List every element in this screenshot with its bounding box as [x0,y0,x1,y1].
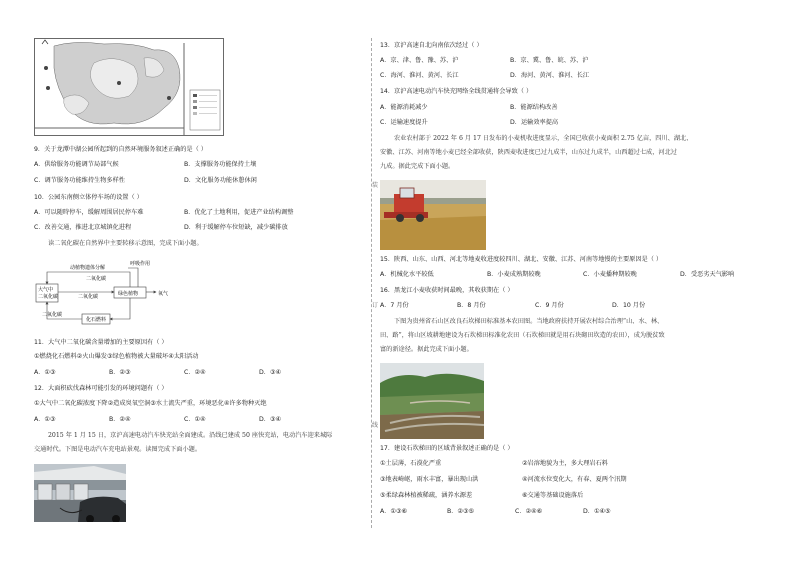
q12-option-b[interactable]: B．②④ [109,416,131,423]
q15-option-d[interactable]: D．受恶劣天气影响 [680,271,735,278]
q17-item-5: ⑤柔绿森林植被稀疏，涵养水源差 [380,492,473,499]
q11-option-a[interactable]: A．①③ [34,369,56,376]
q11-option-d[interactable]: D．③④ [259,369,282,376]
q13-option-b[interactable]: B．京、冀、鲁、皖、苏、沪 [510,57,589,64]
carbon-cycle-diagram [34,258,234,332]
q12-option-a[interactable]: A．①③ [34,416,56,423]
binding-mark: 线 [372,422,379,429]
diagram-label-plants: 绿色植物 [118,291,139,297]
q17-item-2: ②岩溶地貌为主，多大理岩石料 [522,460,608,467]
wheat-intro-line2: 安徽、江苏、河南等地小麦已经全部收获，陕西麦收进度已过九成半，山东过九成半，山西超过七成，河北过 [380,149,677,156]
q9-option-b[interactable]: B．支撑服务功能保持土壤 [184,161,257,168]
diagram-label-decompose: 动植物遗体分解 [70,265,106,271]
q14-option-b[interactable]: B．能源结构改善 [510,104,558,111]
column-divider [371,38,372,528]
stone-terrace-photo [380,363,484,439]
q17-item-4: ④河流水位变化大，有春、夏两个汛期 [522,476,627,483]
q10-option-a[interactable]: A．可以随時停车，缓解周围居民停车难 [34,209,144,216]
diagram-label-oxygen: 氧气 [158,291,169,297]
q17-option-c[interactable]: C．②④⑥ [515,508,543,515]
diagram-label-respiration: 呼吸作用 [130,261,151,267]
carbon-intro: 读二氧化碳在自然界中主要转移示意图，完成下面小题。 [48,240,203,247]
q17-option-d[interactable]: D．①④⑤ [583,508,611,515]
q16-option-d[interactable]: D．10 月份 [612,302,646,309]
q9-option-a[interactable]: A．供给服务功能调节局部气候 [34,161,119,168]
q15-option-a[interactable]: A．机械化水平较低 [380,271,434,278]
q9-option-d[interactable]: D．文化服务功能休憩休闲 [184,177,257,184]
diagram-label-co2-mid: 二氧化碳 [78,294,99,300]
ev-intro-line2: 交通时代。下图是电动汽车充电站景观。读图完成下面小题。 [34,446,202,453]
q16-option-b[interactable]: B．8 月份 [457,302,486,309]
q13-option-a[interactable]: A．京、津、鲁、豫、苏、沪 [380,57,459,64]
q10-option-c[interactable]: C．改善交通，推进北京城镇化进程 [34,224,132,231]
q17-item-1: ①土层薄，石漠化严重 [380,460,442,467]
q16-stem: 16．黑龙江小麦收获时间最晚，其收获期在（ ） [380,287,514,294]
q12-option-d[interactable]: D．③④ [259,416,282,423]
q17-item-3: ③地表崎岖，雨水丰富，暴出现山洪 [380,476,479,483]
q14-option-c[interactable]: C．运输速度提升 [380,119,428,126]
diagram-label-co2-bottom: 二氧化碳 [42,312,63,318]
q17-option-b[interactable]: B．②③⑤ [447,508,475,515]
binding-mark: 装 [372,182,379,189]
wheat-intro-line1: 农业农村部于 2022 年 6 月 17 日发布的小麦机收进度显示，全国已收获小麦面积 2.75 亿亩，四川、湖北、 [394,135,693,142]
q10-option-b[interactable]: B．优化了土地利用，促进产业结构调整 [184,209,294,216]
ev-intro-line1: 2015 年 1 月 15 日，京沪高速电动汽车快充站全面建成。沿线已建成 50 座快充站，电动汽车迎来城际 [48,432,333,439]
q9-stem: 9．关于龙潭中湖公园所起到的自然环境服务叙述正确的是（ ） [34,146,207,153]
q12-option-c[interactable]: C．①④ [184,416,206,423]
q14-option-d[interactable]: D．运输效率提高 [510,119,559,126]
diagram-label-atmosphere: 大气中 [38,287,54,293]
terrace-intro-line2: 田、路”，将山区坡耕地建设为石坎梯田标准化农田（石坎梯田就是用石块砌田坎造的农田），成为脱贫致 [380,332,665,339]
binding-mark: 订 [372,302,379,309]
q15-stem: 15．陕西、山东、山西、河北等地麦收进度较四川、湖北、安徽、江苏、河南等地慢的主要原因是（ ） [380,256,663,263]
charging-station-photo [34,464,126,522]
q11-items: ①燃烧化石燃料②火山爆发③绿色植物被大量破坏④太阳活动 [34,353,199,360]
q10-option-d[interactable]: D．利于缓解停车位短缺，减少碳排放 [184,224,288,231]
q15-option-c[interactable]: C．小麦播种期较晚 [583,271,637,278]
diagram-label-co2-top: 二氧化碳 [86,276,107,282]
q17-stem: 17．建设石坎梯田的区域背景叙述正确的是（ ） [380,445,514,452]
q12-stem: 12．大面积砍伐森林可能引发的环境问题有（ ） [34,385,168,392]
q16-option-a[interactable]: A．7 月份 [380,302,409,309]
q13-stem: 13．京沪高速自北向南依次经过（ ） [380,42,483,49]
q11-stem: 11．大气中二氧化碳含量增加的主要原因有（ ） [34,339,168,346]
terrace-intro-line1: 下图为贵州省石山区改良石坎梯田标准基本农田图。当地政府扶持开展农村综合治理“山、水、林、 [394,318,664,325]
q16-option-c[interactable]: C．9 月份 [535,302,564,309]
q14-option-a[interactable]: A．能源消耗减少 [380,104,428,111]
q13-option-d[interactable]: D．海河、黄河、淮河、长江 [510,72,590,79]
q14-stem: 14．京沪高速电动汽车快充网络全线贯通将会导致（ ） [380,88,533,95]
q11-option-c[interactable]: C．②④ [184,369,206,376]
q11-option-b[interactable]: B．②③ [109,369,131,376]
q17-item-6: ⑥交通等基础设施落后 [522,492,584,499]
q13-option-c[interactable]: C．海河、淮河、黄河、长江 [380,72,459,79]
diagram-label-fossil: 化石燃料 [86,317,107,323]
park-map-figure [34,38,224,136]
q10-stem: 10．公园东南侧立体停车场的设置（ ） [34,194,143,201]
q17-option-a[interactable]: A．①③⑥ [380,508,408,515]
q15-option-b[interactable]: B．小麦成熟期较晚 [487,271,541,278]
wheat-intro-line3: 九成。据此完成下面小题。 [380,163,455,170]
terrace-intro-line3: 富的新途径。据此完成下面小题。 [380,346,473,353]
q9-option-c[interactable]: C．调节服务功能维持生物多样性 [34,177,125,184]
diagram-label-atmosphere-co2: 二氧化碳 [38,294,59,300]
wheat-harvester-photo [380,180,486,250]
q12-items: ①大气中二氧化碳浓度下降②造成臭氧空洞③水土流失严重，环境恶化④许多物种灭绝 [34,400,267,407]
